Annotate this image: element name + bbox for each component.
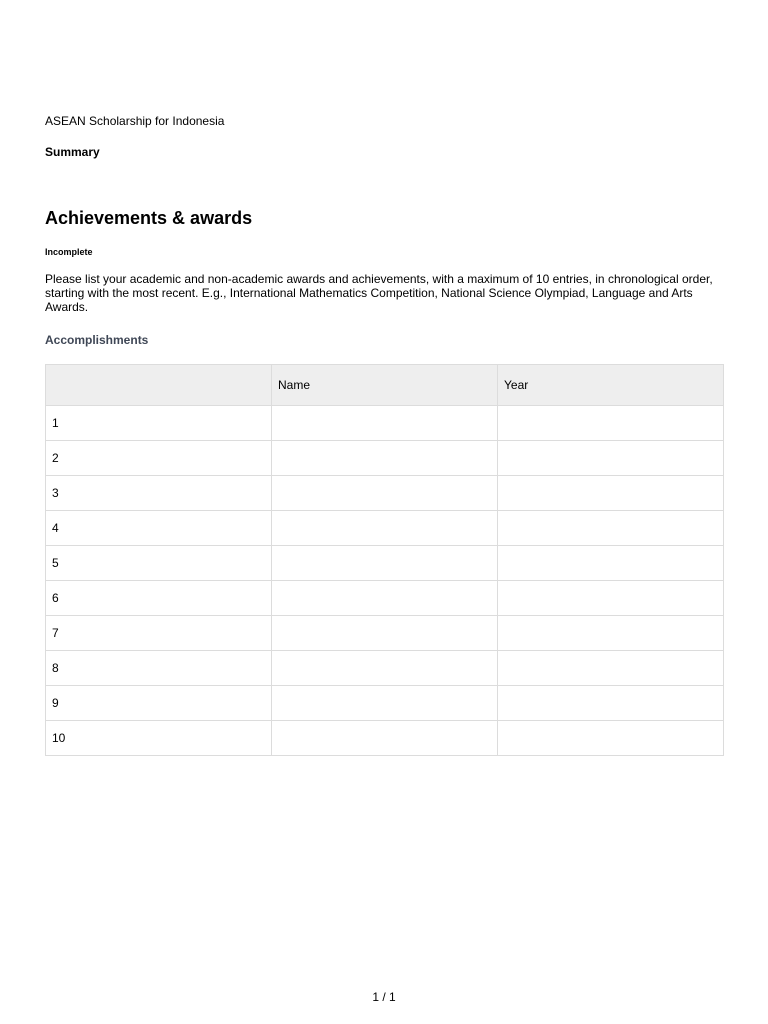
name-cell [272,476,498,511]
row-index-cell: 3 [46,476,272,511]
row-index-cell: 7 [46,616,272,651]
year-cell [498,616,724,651]
row-index-cell: 8 [46,651,272,686]
table-row [46,651,724,686]
row-index-cell: 2 [46,441,272,476]
row-index-cell: 1 [46,406,272,441]
accomplishments-table [45,364,724,756]
table-row [46,511,724,546]
summary-heading: Summary [45,145,100,159]
name-cell [272,406,498,441]
year-cell [498,406,724,441]
section-title: Achievements & awards [45,208,253,228]
row-index-cell: 5 [46,546,272,581]
table-row [46,581,724,616]
name-cell [272,441,498,476]
name-cell [272,546,498,581]
year-cell [498,651,724,686]
name-cell [272,511,498,546]
row-index-cell: 4 [46,511,272,546]
name-cell [272,686,498,721]
table-row [46,616,724,651]
table-row [46,406,724,441]
year-cell [498,511,724,546]
year-cell [498,441,724,476]
table-header-row [46,365,724,406]
table-row [46,441,724,476]
column-header-year: Year [498,365,724,406]
year-cell [498,686,724,721]
year-cell [498,476,724,511]
page-number: 1 / 1 [372,990,396,1004]
status-badge: Incomplete [45,247,93,257]
row-index-cell: 6 [46,581,272,616]
name-cell [272,616,498,651]
year-cell [498,721,724,756]
table-caption: Accomplishments [45,333,149,347]
table-row [46,546,724,581]
name-cell [272,581,498,616]
row-index-cell: 9 [46,686,272,721]
document-subtitle: ASEAN Scholarship for Indonesia [45,114,225,128]
name-cell [272,721,498,756]
section-instructions: Please list your academic and non-academic awards and achievements, with a maximum of 10 entries, in chronological order, starting with the most recent. E.g., International Mathematics Competition, National Science Olympiad, Language and Arts Awards. [45,272,713,314]
year-cell [498,581,724,616]
row-index-cell: 10 [46,721,272,756]
name-cell [272,651,498,686]
year-cell [498,546,724,581]
column-header-name: Name [272,365,498,406]
table-row [46,721,724,756]
column-header-index [46,365,272,406]
table-row [46,686,724,721]
table-row [46,476,724,511]
